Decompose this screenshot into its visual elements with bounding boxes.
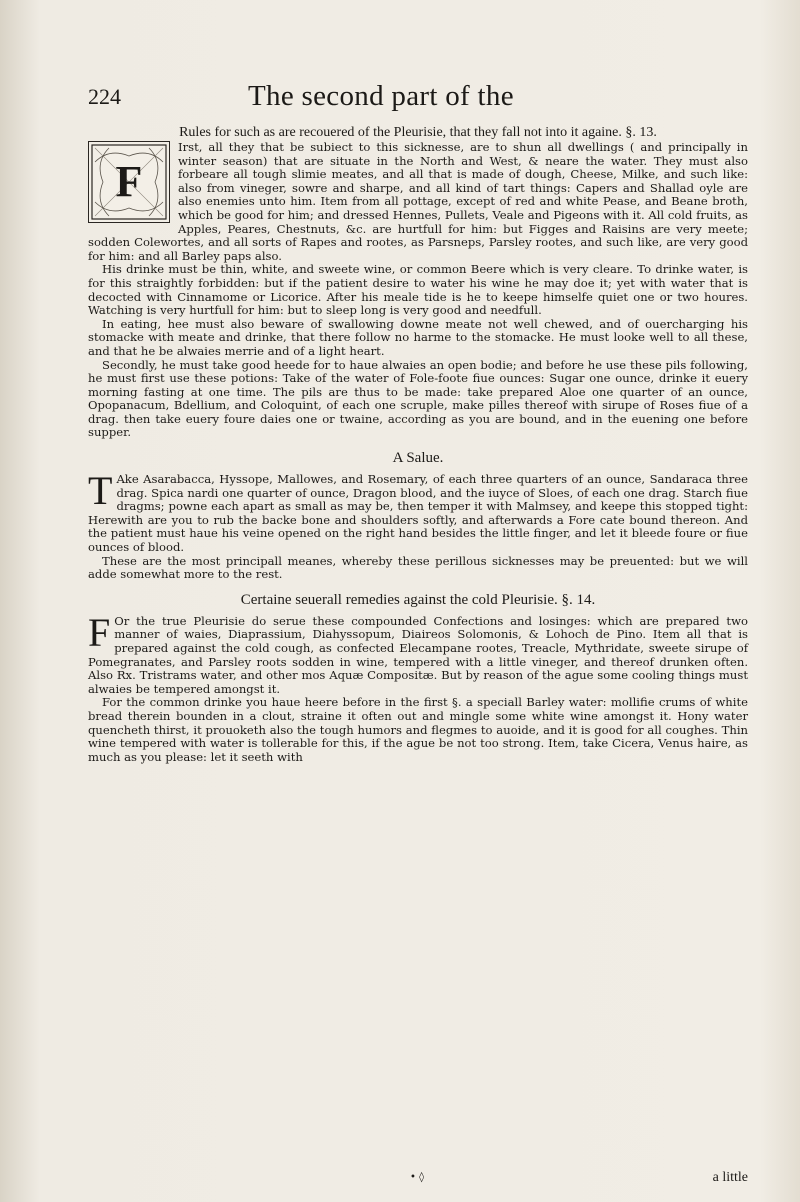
section-14-initial: F [88,609,111,655]
section-14-para-1-text: Or the true Pleurisie do serue these compounded Confections and losinges: which are prepared two manner of waies, Diaprassium, Diahyssopum, Diaireos Solomonis, & Lohoch de Pino. Item all that is prepared against the cold cough, as confected Elecampane rootes, Treacle, Mythridate, sweete sirupe of Pomegranates, and Parsley roots sodden in wine, tempered with a little vineger, and thereof drunken often. Also Rx. Tristrams water, and other mos Aquæ Compositæ. But by reason of the ague some cooling things must alwaies be tempered amongst it. [88,613,748,696]
salue-para-2: These are the most principall meanes, whereby these perillous sicknesses may be preuented: but we will adde somewhat more to the rest. [88,553,748,582]
section-13-para-1-text: Irst, all they that be subiect to this sicknesse, are to shun all dwellings ( and principally in winter season) that are situate in the North and West, & neare the water. They must also forbeare all tough slimie meates, and all that is made of dough, Cheese, Milke, and such like: also from vineger, sowre and sharpe, and all kind of tart things: Capers and Shallad oyle are also enemies unto him. Item from all pottage, except of red and white Pease, and Beane broth, which be good for him; and dressed Hennes, Pullets, Veale and Pigeons with it. All cold fruits, as Apples, Peares, Chestnuts, &c. are hurtfull for him: but Figges and Raisins are very meete; sodden Colewortes, and all sorts of Rapes and rootes, as Parsneps, Parsley rootes, and such like, are very good for him: and all Barley paps also. [88,140,748,263]
section-13-para-1 [88,141,748,263]
salue-initial: T [88,468,113,514]
section-13-para-3: In eating, hee must also beware of swallowing downe meate not well chewed, and of ouercharging his stomacke with meate and drinke, that there follow no harme to the stomacke. He must looke well to all these, and that he be alwaies merrie and of a light heart. [88,316,748,358]
section-13-para-2: His drinke must be thin, white, and sweete wine, or common Beere which is very cleare. To drinke water, is for this straightly forbidden: but if the patient desire to water his wine he may doe it; yet with water that is decocted with Cinnamome or Licorice. After his meale tide is he to keepe himselfe quiet one or two houres. Watching is very hurtfull for him: but to sleep long is very good and needfull. [88,262,748,318]
catchword: a little [712,1170,748,1185]
section-13-para-4: Secondly, he must take good heede for to haue alwaies an open bodie; and before he use these pils following, he must first use these potions: Take of the water of Fole-foote fiue ounces: Sugar one ounce, drinke it euery morning fasting at one time. The pils are thus to be made: take prepared Aloe one quarter of an ounce, Opopanacum, Bdellium, and Coloquint, of each one scruple, make pilles thereof with sirupe of Roses fiue of a drag. then take euery foure daies one or twaine, according as you are bound, and in the euening one before supper. [88,357,748,440]
section-14-para-1 [88,609,748,697]
running-title: The second part of the [248,80,514,112]
signature-mark: • ◊ [410,1172,425,1183]
ornamental-initial [88,141,170,223]
section-13-heading: Rules for such as are recouered of the Pleurisie, that they fall not into it againe. §. 13. [179,125,657,140]
salue-heading: A Salue. [392,450,444,467]
page-body [88,124,748,764]
initial-letter: F [115,157,143,207]
salue-para-1-text: Ake Asarabacca, Hyssope, Mallowes, and Rosemary, of each three quarters of an ounce, Sandaraca three drag. Spica nardi one quarter of ounce, Dragon blood, and the iuyce of Sloes, of each one drag. Starch fiue dragms; powne each apart as small as may be, then temper it with Malmsey, and keepe this stopped tight: Herewith are you to rub the backe bone and shoulders softly, and afterwards a Fore cate bound thereon. And the patient must haue his veine opened on the right hand besides the little finger, and let it bleede foure or fiue ounces of blood. [88,472,748,555]
salue-para-1 [88,468,748,555]
section-14-heading: Certaine seuerall remedies against the cold Pleurisie. §. 14. [240,591,596,608]
section-14-para-2: For the common drinke you haue heere before in the first §. a speciall Barley water: mollifie crums of white bread therein bounden in a clout, straine it often out and mingle some white wine amongst it. Hony water quencheth thirst, it prouoketh also the tough humors and flegmes to auoide, and it is good for all coughes. Thin wine tempered with water is tollerable for this, if the ague be not too strong. Item, take Cicera, Venus haire, as much as you please: let it seeth with [88,695,748,764]
page-header [88,78,688,114]
page-number: 224 [88,84,121,109]
